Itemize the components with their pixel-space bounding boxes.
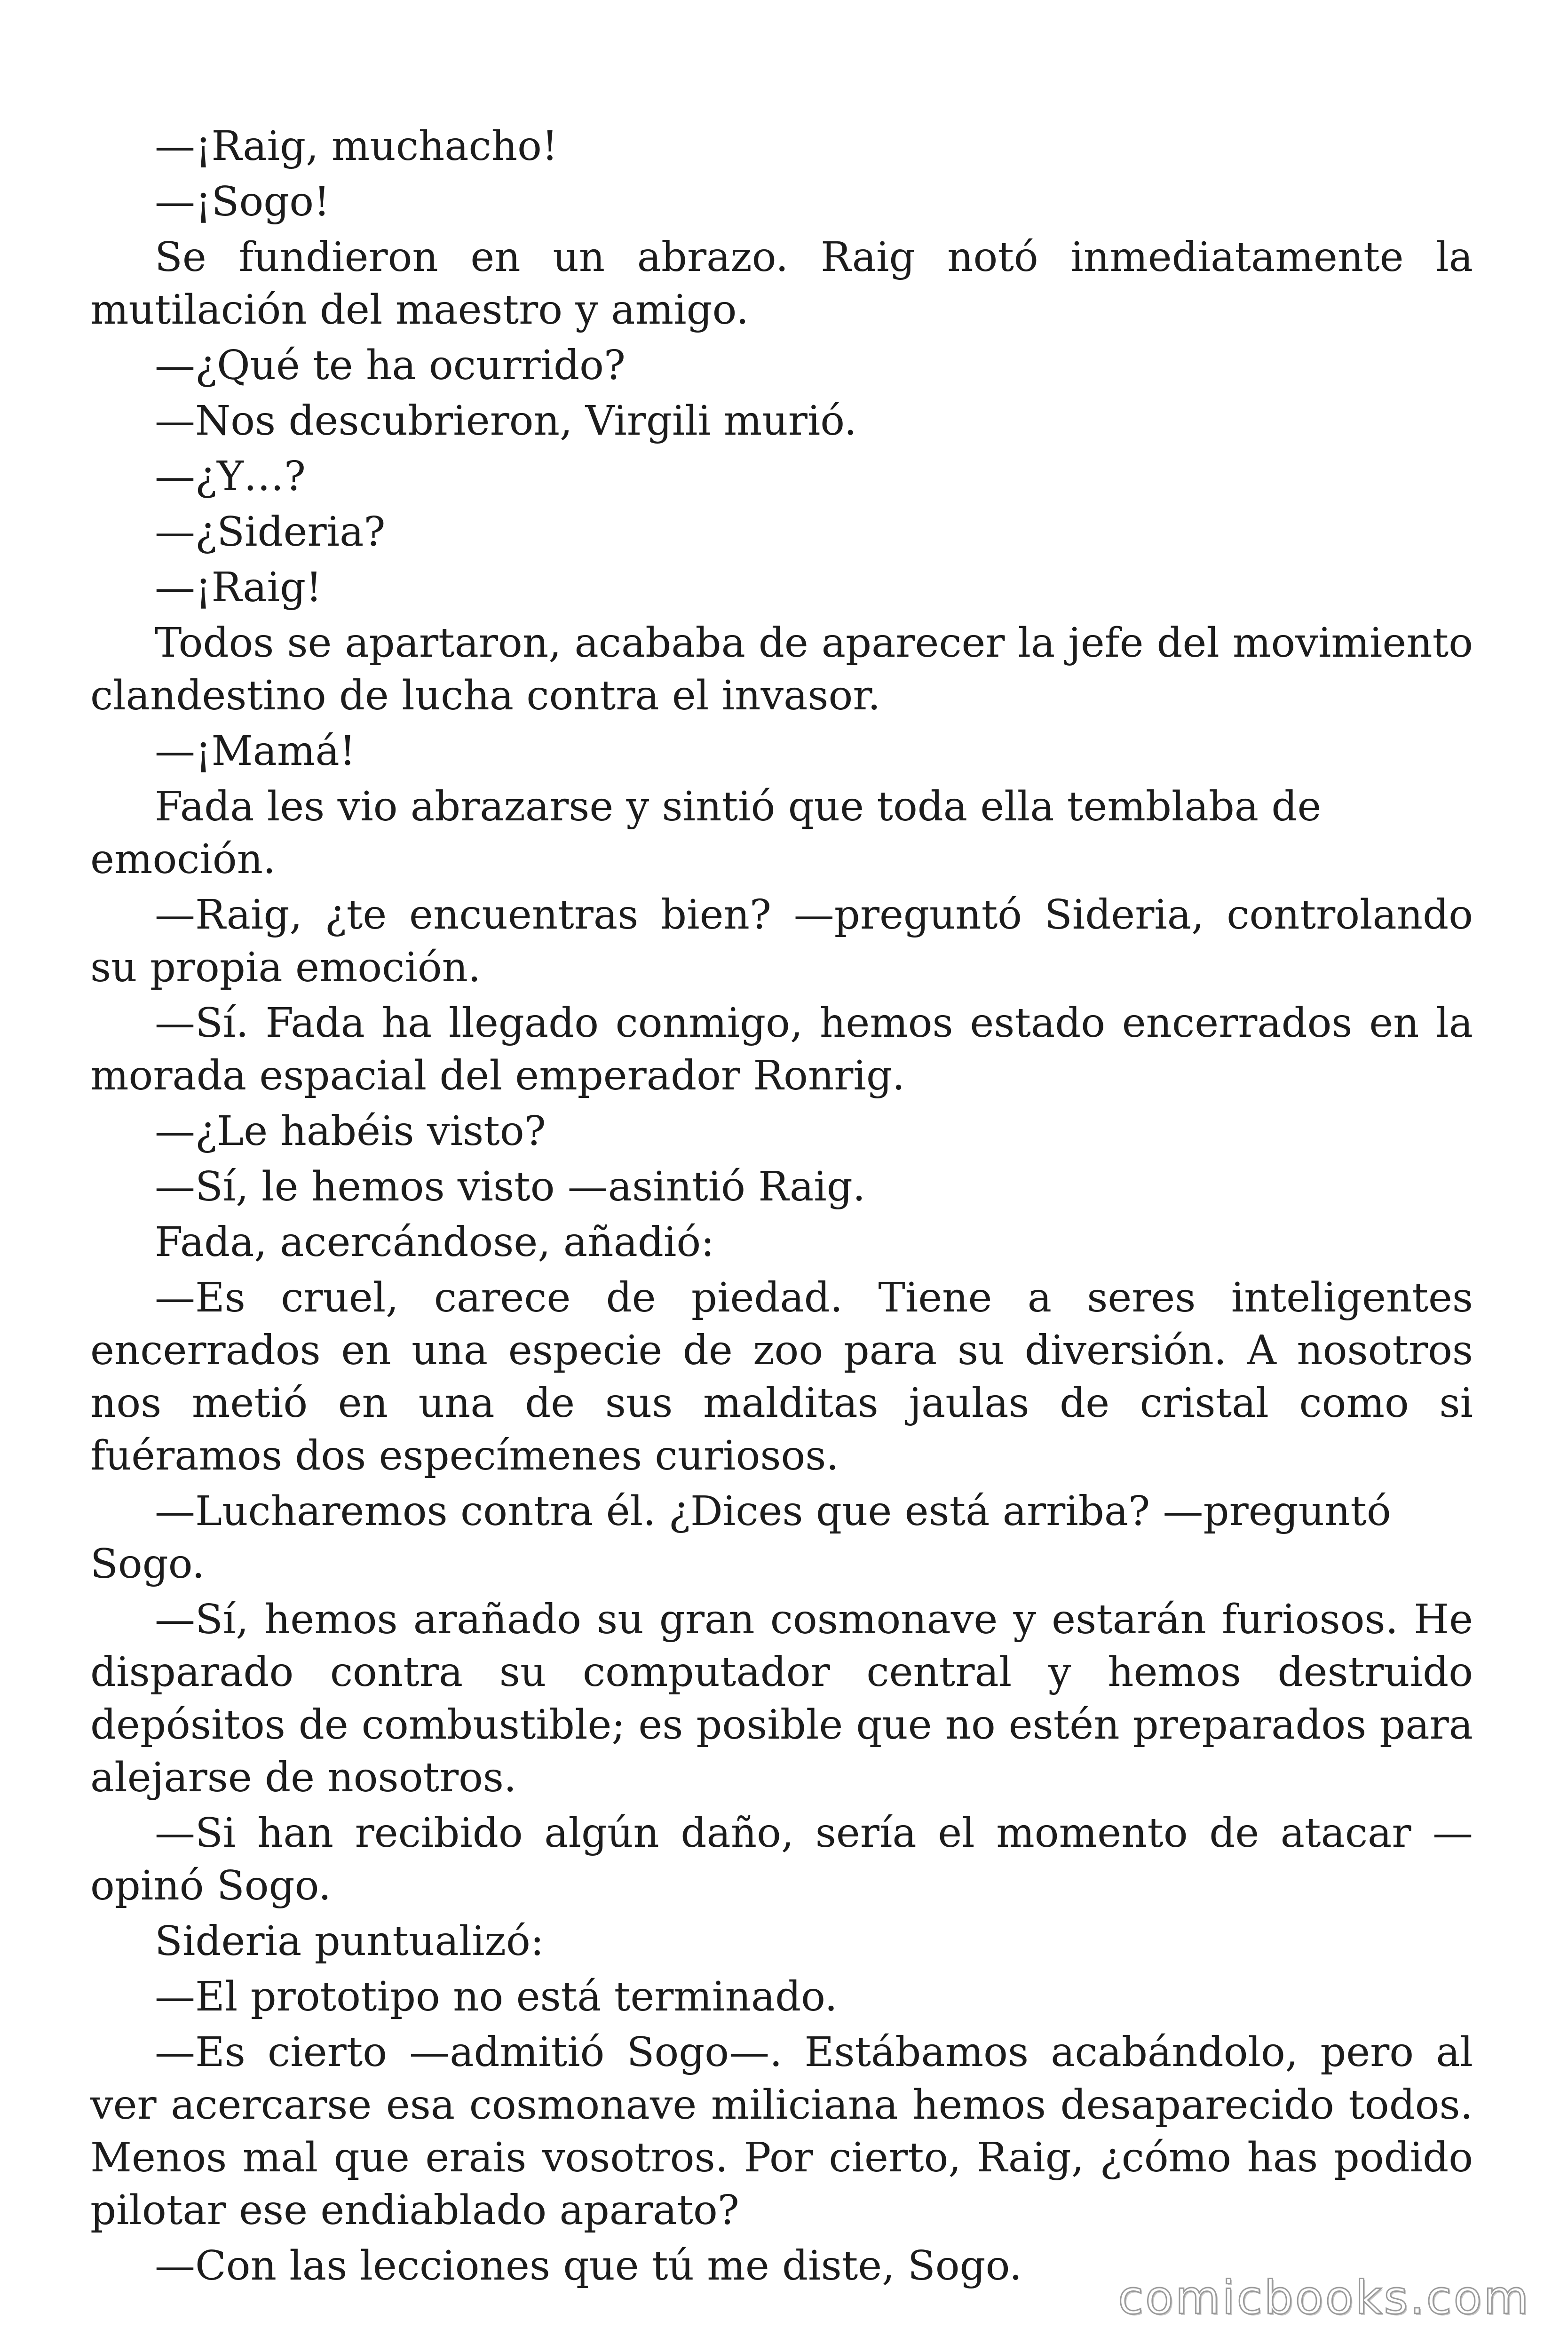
paragraph: —Es cruel, carece de piedad. Tiene a seres inteligentes encerrados en una especie de zoo para su diversión. A nosotros nos metió en una de sus malditas jaulas de cristal como si fuéramos dos especímenes curiosos.: [90, 1274, 1473, 1479]
paragraph: —¡Raig, muchacho!: [155, 123, 558, 170]
paragraph: —¡Mamá!: [155, 728, 356, 775]
paragraph: Sideria puntualizó:: [155, 1918, 544, 1965]
paragraph: Fada les vio abrazarse y sintió que toda ella temblaba de emoción.: [90, 783, 1322, 883]
paragraph: —Es cierto —admitió Sogo—. Estábamos acabándolo, pero al ver acercarse esa cosmonave miliciana hemos desaparecido todos. Menos mal que erais vosotros. Por cierto, Raig, ¿cómo has podido pilotar ese endiablado aparato?: [90, 2029, 1473, 2234]
paragraph: —¿Qué te ha ocurrido?: [155, 342, 626, 389]
paragraph: —Raig, ¿te encuentras bien? —preguntó Sideria, controlando su propia emoción.: [90, 891, 1473, 991]
paragraph: —Con las lecciones que tú me diste, Sogo.: [155, 2242, 1022, 2289]
paragraph: —Sí, le hemos visto —asintió Raig.: [155, 1163, 866, 1210]
paragraph: Se fundieron en un abrazo. Raig notó inmediatamente la mutilación del maestro y amigo.: [90, 234, 1473, 334]
paragraph: Fada, acercándose, añadió:: [155, 1219, 715, 1266]
paragraph: —¡Sogo!: [155, 178, 330, 225]
paragraph: —El prototipo no está terminado.: [155, 1973, 838, 2020]
page-body-text: [90, 120, 1473, 2295]
paragraph: Todos se apartaron, acababa de aparecer la jefe del movimiento clandestino de lucha contra el invasor.: [90, 620, 1473, 719]
paragraph: —Sí, hemos arañado su gran cosmonave y estarán furiosos. He disparado contra su computador central y hemos destruido depósitos de combustible; es posible que no estén preparados para alejarse de nosotros.: [90, 1596, 1473, 1801]
paragraph: —¿Le habéis visto?: [155, 1108, 546, 1155]
paragraph: —Sí. Fada ha llegado conmigo, hemos estado encerrados en la morada espacial del emperador Ronrig.: [90, 1000, 1473, 1099]
paragraph: —¿Sideria?: [155, 509, 386, 556]
paragraph: —Si han recibido algún daño, sería el momento de atacar —opinó Sogo.: [90, 1810, 1473, 1909]
paragraph: —Nos descubrieron, Virgili murió.: [155, 397, 857, 445]
watermark: comicbooks.com: [1118, 2271, 1530, 2325]
paragraph: —¿Y…?: [155, 453, 306, 500]
paragraph: —Lucharemos contra él. ¿Dices que está arriba? —preguntó Sogo.: [90, 1488, 1391, 1588]
paragraph: —¡Raig!: [155, 564, 322, 611]
